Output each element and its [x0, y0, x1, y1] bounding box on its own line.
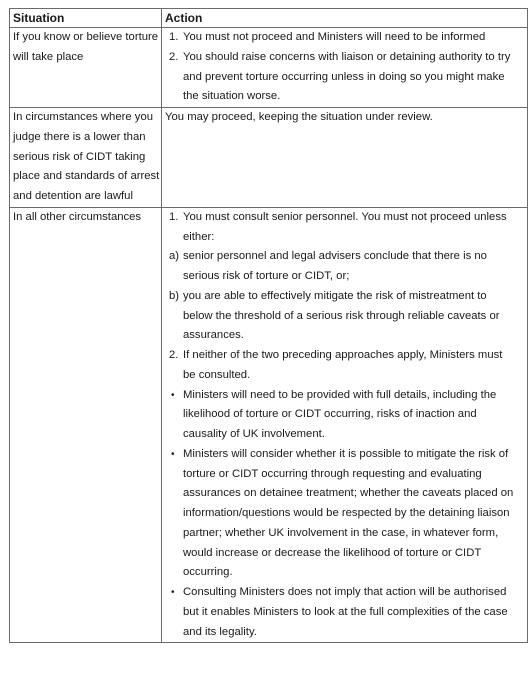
list-item: [165, 583, 527, 642]
situation-header: Situation: [10, 9, 162, 28]
action-cell: [162, 207, 528, 643]
list-item: [165, 208, 527, 248]
list-item-text: Ministers will consider whether it is possible to mitigate the risk of torture or CIDT occurring through requesting and evaluating assurances on detainee treatment; whether the caveats placed on information/questions would be respected by the detaining liaison partner; whether UK involvement in the case, in whatever form, would increase or decrease the likelihood of torture or CIDT occurring.: [183, 447, 514, 579]
list-marker: a): [169, 250, 180, 263]
list-item: [165, 386, 527, 445]
situation-cell: In all other circumstances: [10, 207, 162, 643]
list-marker: 1.: [169, 210, 179, 223]
guidance-table: [9, 8, 528, 643]
list-item-text: Ministers will need to be provided with full details, including the likelihood of torture or CIDT occurring, risks of inaction and causality of UK involvement.: [183, 388, 497, 440]
list-item-text: senior personnel and legal advisers conclude that there is no serious risk of torture or CIDT, or;: [183, 250, 487, 282]
list-item-text: If neither of the two preceding approaches apply, Ministers must be consulted.: [183, 349, 503, 381]
table-row: [10, 207, 528, 643]
list-item-text: You must consult senior personnel. You must not proceed unless either:: [183, 210, 507, 243]
list-item: [165, 346, 527, 386]
action-list: [165, 28, 527, 107]
table-row: [10, 108, 528, 208]
list-marker: 1.: [169, 31, 179, 43]
situation-cell: In circumstances where you judge there is a lower than serious risk of CIDT taking place and standards of arrest and detention are lawful: [10, 108, 162, 208]
list-item-text: you are able to effectively mitigate the risk of mistreatment to below the threshold of a serious risk through reliable caveats or assurances.: [183, 289, 500, 342]
bullet-icon: •: [171, 389, 175, 401]
bullet-icon: •: [171, 448, 175, 460]
list-item: [165, 28, 527, 48]
situation-cell: If you know or believe torture will take place: [10, 28, 162, 108]
list-marker: 2.: [169, 50, 179, 63]
table-row: [10, 28, 528, 108]
list-marker: 2.: [169, 349, 179, 361]
action-cell: [162, 28, 528, 108]
list-item: [165, 287, 527, 346]
header-row: [10, 9, 528, 28]
list-item-text: You must not proceed and Ministers will need to be informed: [183, 31, 486, 43]
list-item: [165, 247, 527, 287]
list-marker: b): [169, 289, 180, 302]
list-item-text: You should raise concerns with liaison or detaining authority to try and prevent torture occurring unless in doing so you might make the situation worse.: [183, 50, 511, 103]
list-item-text: Consulting Ministers does not imply that action will be authorised but it enables Ministers to look at the full complexities of the case and its legality.: [183, 586, 508, 638]
action-cell: You may proceed, keeping the situation under review.: [162, 108, 528, 208]
list-item: [165, 48, 527, 107]
action-list: [165, 208, 527, 643]
bullet-icon: •: [171, 587, 175, 598]
action-header: Action: [162, 9, 528, 28]
list-item: [165, 445, 527, 583]
